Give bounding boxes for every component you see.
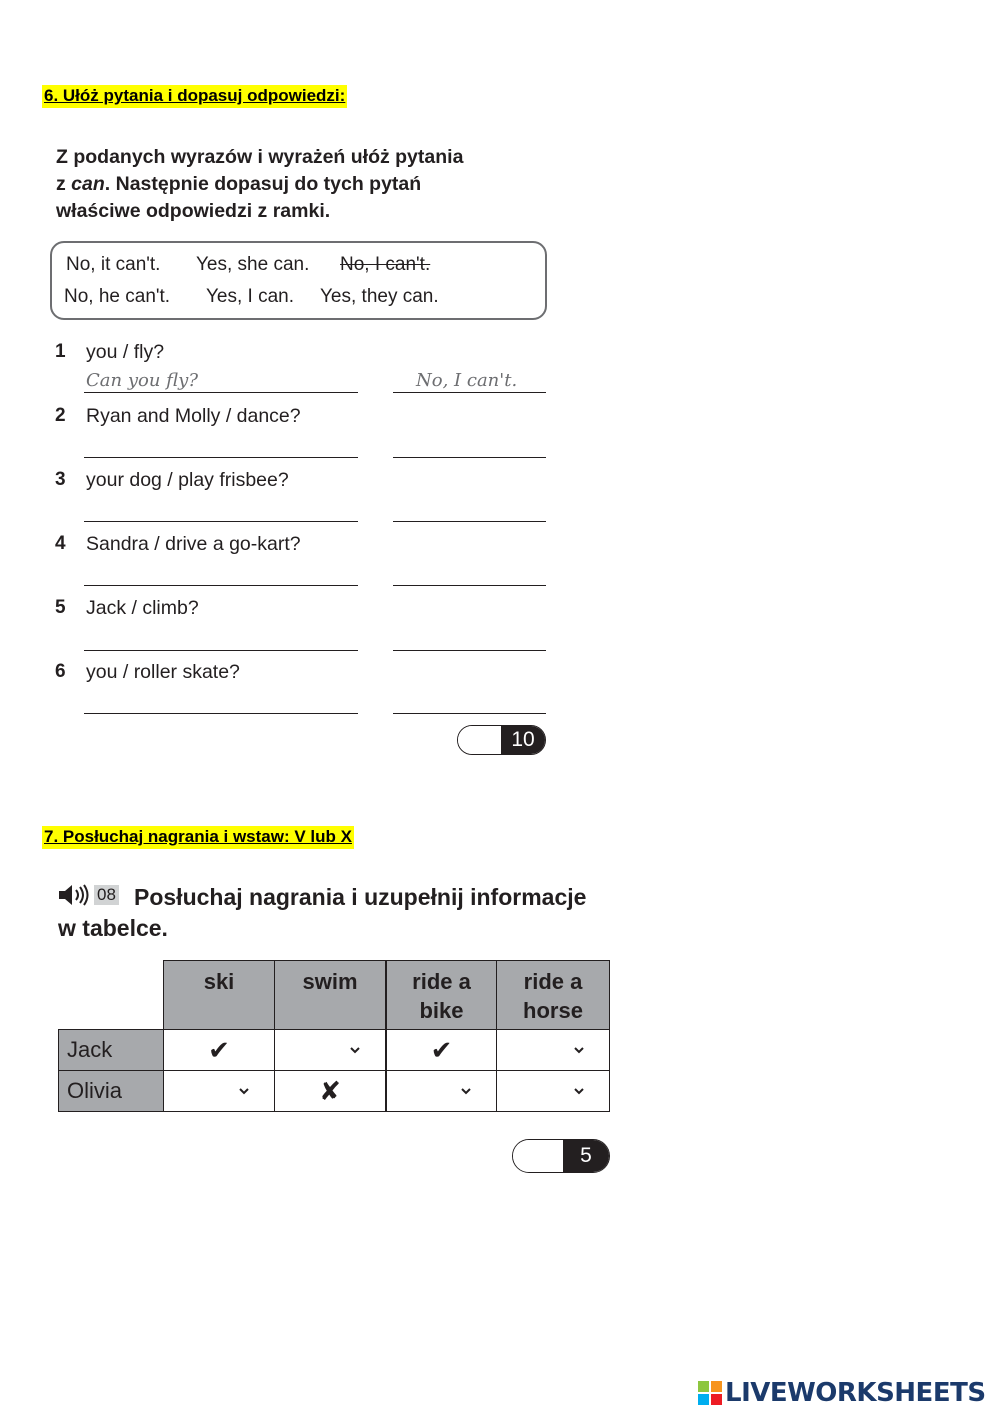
question-number: 1 <box>55 341 66 362</box>
question-number: 5 <box>55 597 66 618</box>
question-prompt: you / fly? <box>86 341 165 363</box>
header-line: ski <box>203 969 235 994</box>
mark-cell-select[interactable] <box>274 1029 386 1071</box>
table-row-name: Jack <box>58 1029 164 1071</box>
task6-instruction <box>56 144 463 225</box>
question-prompt: Ryan and Molly / dance? <box>86 405 301 427</box>
table-header-swim <box>274 960 386 1030</box>
answer-options-box <box>50 241 547 320</box>
box-option-crossed-out: No, I can't. <box>340 254 431 275</box>
answer-line <box>84 392 358 393</box>
instruction-text: z <box>56 173 72 195</box>
answer-line <box>84 585 358 586</box>
score-empty-field <box>458 726 501 754</box>
table-header-ski <box>163 960 275 1030</box>
answer-line <box>84 713 358 714</box>
question-number: 6 <box>55 661 66 682</box>
box-option: Yes, they can. <box>320 286 439 307</box>
task6-instruction-line3: właściwe odpowiedzi z ramki. <box>56 200 331 222</box>
question-input[interactable] <box>84 433 358 457</box>
header-line: ride a <box>523 969 583 994</box>
answer-line <box>84 650 358 651</box>
mark-cell-select[interactable] <box>496 1070 610 1112</box>
box-option: No, it can't. <box>66 254 161 275</box>
question-input[interactable] <box>84 497 358 521</box>
example-answer: No, I can't. <box>416 370 518 391</box>
mark-cell-select[interactable] <box>163 1070 275 1112</box>
track-number: 08 <box>94 885 119 905</box>
mark-cell-given <box>163 1029 275 1071</box>
score-max: 10 <box>501 726 545 754</box>
logo-squares-icon <box>698 1381 722 1405</box>
score-box <box>512 1139 610 1173</box>
task6-heading: 6. Ułóż pytania i dopasuj odpowiedzi: <box>42 85 347 108</box>
table-header-ride-a-bike <box>386 960 497 1030</box>
box-option: Yes, she can. <box>196 254 310 275</box>
instruction-text: . Następnie dopasuj do tych pytań <box>104 173 422 195</box>
answer-line <box>393 650 546 651</box>
mark-cell-given <box>274 1070 386 1112</box>
answer-input[interactable] <box>393 689 546 713</box>
answer-line <box>393 521 546 522</box>
table-row-name: Olivia <box>58 1070 164 1112</box>
mark-cell-select[interactable] <box>386 1070 497 1112</box>
score-box <box>457 725 546 755</box>
mark-cell-select[interactable] <box>496 1029 610 1071</box>
instruction-italic-can: can <box>71 173 105 195</box>
answer-input[interactable] <box>393 433 546 457</box>
question-prompt: Jack / climb? <box>86 597 199 619</box>
box-option: No, he can't. <box>64 286 171 307</box>
header-line: horse <box>523 998 583 1023</box>
mark-select[interactable] <box>519 1036 586 1064</box>
task6-instruction-line1: Z podanych wyrazów i wyrażeń ułóż pytania <box>56 146 464 168</box>
mark-select[interactable] <box>297 1036 363 1064</box>
logo-text: LIVEWORKSHEETS <box>725 1378 986 1408</box>
answer-line <box>84 521 358 522</box>
task7-instruction-line2: w tabelce. <box>58 915 168 941</box>
question-prompt: you / roller skate? <box>86 661 240 683</box>
answer-input[interactable] <box>393 561 546 585</box>
mark-cell-given <box>386 1029 497 1071</box>
check-mark-icon: ✔ <box>430 1034 453 1065</box>
cross-mark-icon: ✘ <box>319 1075 341 1106</box>
task7-instruction-line1: Posłuchaj nagrania i uzupełnij informacje <box>134 884 587 910</box>
mark-select[interactable] <box>186 1077 252 1105</box>
example-question: Can you fly? <box>86 370 198 391</box>
answer-line <box>393 713 546 714</box>
table-header-ride-a-horse <box>496 960 610 1030</box>
task6-instruction-line2 <box>56 171 463 198</box>
question-number: 4 <box>55 533 66 554</box>
speaker-icon <box>58 884 92 906</box>
box-option: Yes, I can. <box>206 286 295 307</box>
answer-input[interactable] <box>393 626 546 650</box>
score-empty-field <box>513 1140 563 1172</box>
answer-line <box>84 457 358 458</box>
liveworksheets-logo <box>698 1378 992 1408</box>
mark-select[interactable] <box>409 1077 474 1105</box>
ability-table <box>58 960 610 1112</box>
question-number: 3 <box>55 469 66 490</box>
question-number: 2 <box>55 405 66 426</box>
answer-line <box>393 585 546 586</box>
answer-line <box>393 392 546 393</box>
score-max: 5 <box>563 1140 609 1172</box>
question-input[interactable] <box>84 561 358 585</box>
question-prompt: your dog / play frisbee? <box>86 469 289 491</box>
header-line: bike <box>419 998 464 1023</box>
task7-heading: 7. Posłuchaj nagrania i wstaw: V lub X <box>42 826 354 849</box>
header-line: ride a <box>412 969 471 994</box>
question-input[interactable] <box>84 626 358 650</box>
answer-input[interactable] <box>393 497 546 521</box>
header-line: swim <box>302 969 358 994</box>
question-input[interactable] <box>84 689 358 713</box>
check-mark-icon: ✔ <box>208 1034 230 1065</box>
answer-line <box>393 457 546 458</box>
question-prompt: Sandra / drive a go-kart? <box>86 533 301 555</box>
mark-select[interactable] <box>519 1077 586 1105</box>
